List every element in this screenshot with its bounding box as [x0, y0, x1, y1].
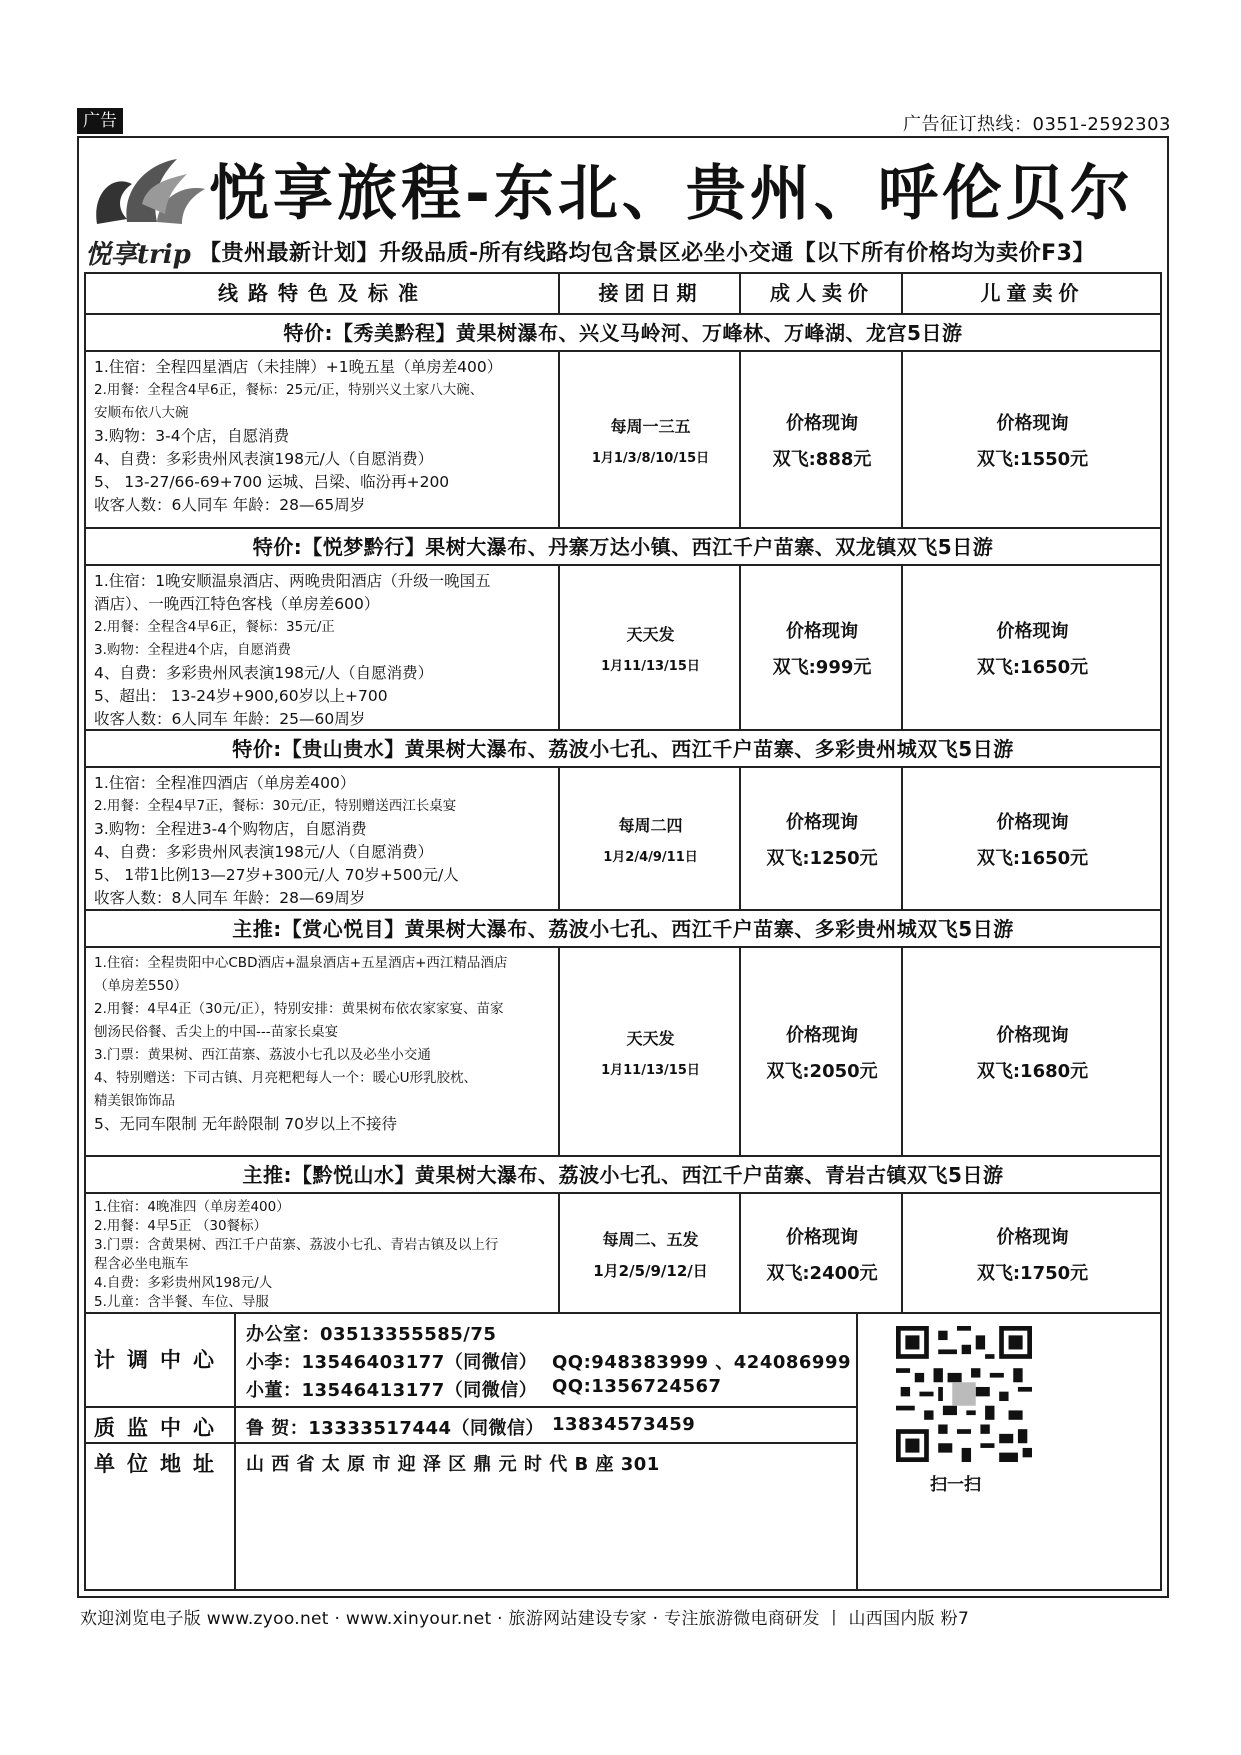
date-main: 每周二、五发	[602, 1230, 699, 1249]
contact-lu-alt: 13834573459	[552, 1414, 696, 1435]
child-price: 双飞:1550元	[976, 448, 1089, 470]
price-label: 价格现询	[996, 412, 1069, 434]
child-price-cell	[903, 768, 1162, 909]
tour-dates	[560, 1194, 741, 1314]
col-header-adult: 成人卖价	[770, 281, 874, 305]
detail-line: 5、 13-27/66-69+700 运城、吕梁、临汾再+200	[94, 473, 450, 491]
detail-line: 4.自费：多彩贵州风198元/人	[94, 1275, 273, 1291]
date-sub: 1月11/13/15日	[601, 1062, 700, 1078]
price-label: 价格现询	[786, 1227, 858, 1248]
price-label: 价格现询	[996, 811, 1069, 833]
adult-price-cell	[741, 948, 903, 1155]
contact-section	[84, 1314, 1162, 1591]
detail-line: 程含必坐电瓶车	[94, 1256, 189, 1272]
child-price-cell	[903, 1194, 1162, 1314]
dispatch-label: 计调中心	[94, 1348, 226, 1372]
detail-line: 1.住宿：1晚安顺温泉酒店、两晚贵阳酒店（升级一晚国五	[94, 572, 491, 590]
detail-line: 5、无同车限制 无年龄限制 70岁以上不接待	[94, 1115, 397, 1133]
adult-price-cell	[741, 566, 903, 729]
child-price: 双飞:1650元	[976, 847, 1089, 869]
col-header-child: 儿童卖价	[980, 281, 1085, 305]
divider	[739, 274, 741, 313]
adult-price: 双飞:999元	[772, 656, 872, 678]
ad-frame	[77, 136, 1169, 1598]
date-main: 每周二四	[618, 815, 683, 835]
tour-table	[84, 272, 1162, 1314]
detail-line: 3.购物：3-4个店，自愿消费	[94, 427, 290, 445]
tour-details	[94, 570, 554, 731]
detail-line: 5、 1带1比例13—27岁+300元/人 70岁+500元/人	[94, 866, 459, 884]
tour-dates	[560, 566, 741, 729]
detail-line: 收客人数：6人同车 年龄：28—65周岁	[94, 496, 366, 514]
child-price-cell	[903, 948, 1162, 1155]
headline: 悦享旅程-东北、贵州、呼伦贝尔	[209, 159, 1134, 229]
date-main: 天天发	[626, 624, 675, 644]
detail-line: 2.用餐：全程含4早6正，餐标：35元/正	[94, 619, 335, 635]
table-header	[86, 274, 1160, 315]
date-sub: 1月11/13/15日	[601, 658, 700, 674]
trip-logo-text: 悦享trip	[85, 240, 191, 270]
adult-price: 双飞:2050元	[766, 1060, 878, 1082]
col-header-date: 接团日期	[598, 281, 703, 305]
detail-line: 4、自费：多彩贵州风表演198元/人（自愿消费）	[94, 843, 434, 861]
trip-logo	[85, 234, 191, 271]
adult-price-cell	[741, 352, 903, 527]
child-price-cell	[903, 352, 1162, 527]
detail-line: 2.用餐：全程含4早6正，餐标：25元/正，特别兴义土家八大碗、	[94, 382, 484, 398]
detail-line: 5、超出： 13-24岁+900,60岁以上+700	[94, 687, 388, 705]
detail-line: 1.住宿：全程准四酒店（单房差400）	[94, 774, 356, 792]
tour-details	[94, 952, 554, 1136]
tour-block	[86, 1157, 1160, 1314]
detail-line: 刨汤民俗餐、舌尖上的中国---苗家长桌宴	[94, 1024, 339, 1040]
contact-dong-qq: QQ:1356724567	[552, 1376, 722, 1397]
tour-title: 主推:【赏心悦目】黄果树大瀑布、荔波小七孔、西江千户苗寨、多彩贵州城双飞5日游	[86, 911, 1160, 948]
qc-label: 质监中心	[94, 1416, 226, 1440]
contact-li: 小李：13546403177（同微信）	[246, 1352, 538, 1373]
tour-body	[86, 352, 1160, 529]
tour-title: 特价:【秀美黔程】黄果树瀑布、兴义马岭河、万峰林、万峰湖、龙宫5日游	[86, 315, 1160, 352]
qr-box	[856, 1314, 1162, 1589]
date-sub: 1月2/5/9/12/日	[593, 1262, 708, 1280]
tour-details	[94, 1198, 554, 1312]
adult-price: 双飞:888元	[772, 448, 872, 470]
detail-line: 4、自费：多彩贵州风表演198元/人（自愿消费）	[94, 450, 434, 468]
col-header-route: 线路特色及标准	[218, 281, 428, 305]
brand-header	[79, 138, 1167, 273]
price-label: 价格现询	[786, 811, 858, 833]
child-price: 双飞:1650元	[976, 656, 1089, 678]
price-label: 价格现询	[786, 1024, 858, 1046]
tour-title: 主推:【黔悦山水】黄果树大瀑布、荔波小七孔、西江千户苗寨、青岩古镇双飞5日游	[86, 1157, 1160, 1194]
divider	[558, 274, 560, 313]
detail-line: 酒店）、一晚西江特色客栈（单房差600）	[94, 595, 380, 613]
divider	[86, 1406, 856, 1408]
adult-price: 双飞:1250元	[766, 847, 878, 869]
contact-lu: 鲁 贺：13333517444（同微信）	[246, 1418, 545, 1439]
qr-code-icon[interactable]	[896, 1326, 1032, 1462]
divider	[234, 1314, 236, 1589]
contact-dong: 小董：13546413177（同微信）	[246, 1380, 538, 1401]
tour-body	[86, 768, 1160, 911]
detail-line: 3.购物：全程进3-4个购物店，自愿消费	[94, 820, 367, 838]
tour-block	[86, 911, 1160, 1157]
date-main: 天天发	[626, 1028, 675, 1048]
price-label: 价格现询	[996, 1227, 1069, 1248]
office-phone: 办公室：03513355585/75	[246, 1324, 497, 1345]
divider	[86, 1442, 856, 1444]
date-sub: 1月2/4/9/11日	[603, 849, 698, 865]
child-price-cell	[903, 566, 1162, 729]
date-sub: 1月1/3/8/10/15日	[591, 450, 710, 466]
detail-line: （单房差550）	[94, 978, 188, 994]
qr-caption: 扫一扫	[930, 1475, 981, 1495]
detail-line: 2.用餐：4早5正 （30餐标）	[94, 1218, 268, 1234]
tour-title: 特价:【悦梦黔行】果树大瀑布、丹寨万达小镇、西江千户苗寨、双龙镇双飞5日游	[86, 529, 1160, 566]
contact-li-qq: QQ:948383999 、424086999	[552, 1352, 852, 1373]
detail-line: 5.儿童：含半餐、车位、导服	[94, 1294, 269, 1310]
tour-dates	[560, 352, 741, 527]
detail-line: 精美银饰饰品	[94, 1093, 175, 1109]
detail-line: 2.用餐：4早4正（30元/正），特别安排：黄果树布依农家家宴、苗家	[94, 1001, 504, 1017]
tour-body	[86, 1194, 1160, 1314]
tour-block	[86, 529, 1160, 731]
detail-line: 3.购物：全程进4个店，自愿消费	[94, 642, 291, 658]
footer: 欢迎浏览电子版 www.zyoo.net · www.xinyour.net · 旅游网站建设专家 · 专注旅游微电商研发 丨 山西国内版 粉7	[80, 1609, 970, 1629]
flame-logo-icon	[87, 144, 207, 234]
ad-hotline: 广告征订热线：0351-2592303	[903, 114, 1171, 135]
detail-line: 1.住宿：4晚准四（单房差400）	[94, 1199, 290, 1215]
adult-price: 双飞:2400元	[766, 1263, 878, 1284]
date-main: 每周一三五	[610, 416, 691, 436]
tour-block	[86, 315, 1160, 529]
detail-line: 1.住宿：全程四星酒店（未挂牌）+1晚五星（单房差400）	[94, 358, 503, 376]
tour-title: 特价:【贵山贵水】黄果树大瀑布、荔波小七孔、西江千户苗寨、多彩贵州城双飞5日游	[86, 731, 1160, 768]
price-label: 价格现询	[786, 620, 858, 642]
address: 山 西 省 太 原 市 迎 泽 区 鼎 元 时 代 B 座 301	[246, 1454, 660, 1475]
tour-details	[94, 356, 554, 517]
price-label: 价格现询	[996, 620, 1069, 642]
price-label: 价格现询	[786, 412, 858, 434]
detail-line: 2.用餐：全程4早7正，餐标：30元/正，特别赠送西江长桌宴	[94, 798, 457, 814]
tour-block	[86, 731, 1160, 911]
divider	[901, 274, 903, 313]
detail-line: 收客人数：8人同车 年龄：28—69周岁	[94, 889, 366, 907]
detail-line: 3.门票：含黄果树、西江千户苗寨、荔波小七孔、青岩古镇及以上行	[94, 1237, 499, 1253]
child-price: 双飞:1750元	[976, 1263, 1089, 1284]
tour-body	[86, 948, 1160, 1157]
tour-body	[86, 566, 1160, 731]
price-label: 价格现询	[996, 1024, 1069, 1046]
subline: 【贵州最新计划】升级品质-所有线路均包含景区必坐小交通【以下所有价格均为卖价F3】	[199, 241, 1095, 266]
detail-line: 4、特别赠送：下司古镇、月亮粑粑每人一个：暖心U形乳胶枕、	[94, 1070, 477, 1086]
adult-price-cell	[741, 1194, 903, 1314]
ad-tag: 广告	[77, 108, 123, 134]
tour-details	[94, 772, 554, 910]
detail-line: 3.门票：黄果树、西江苗寨、荔波小七孔以及必坐小交通	[94, 1047, 431, 1063]
address-label: 单位地址	[94, 1452, 226, 1476]
tour-dates	[560, 948, 741, 1155]
detail-line: 安顺布依八大碗	[94, 405, 189, 421]
detail-line: 1.住宿：全程贵阳中心CBD酒店+温泉酒店+五星酒店+西江精品酒店	[94, 955, 508, 971]
adult-price-cell	[741, 768, 903, 909]
tour-dates	[560, 768, 741, 909]
child-price: 双飞:1680元	[976, 1060, 1089, 1082]
detail-line: 4、自费：多彩贵州风表演198元/人（自愿消费）	[94, 664, 434, 682]
detail-line: 收客人数：6人同车 年龄：25—60周岁	[94, 710, 366, 728]
